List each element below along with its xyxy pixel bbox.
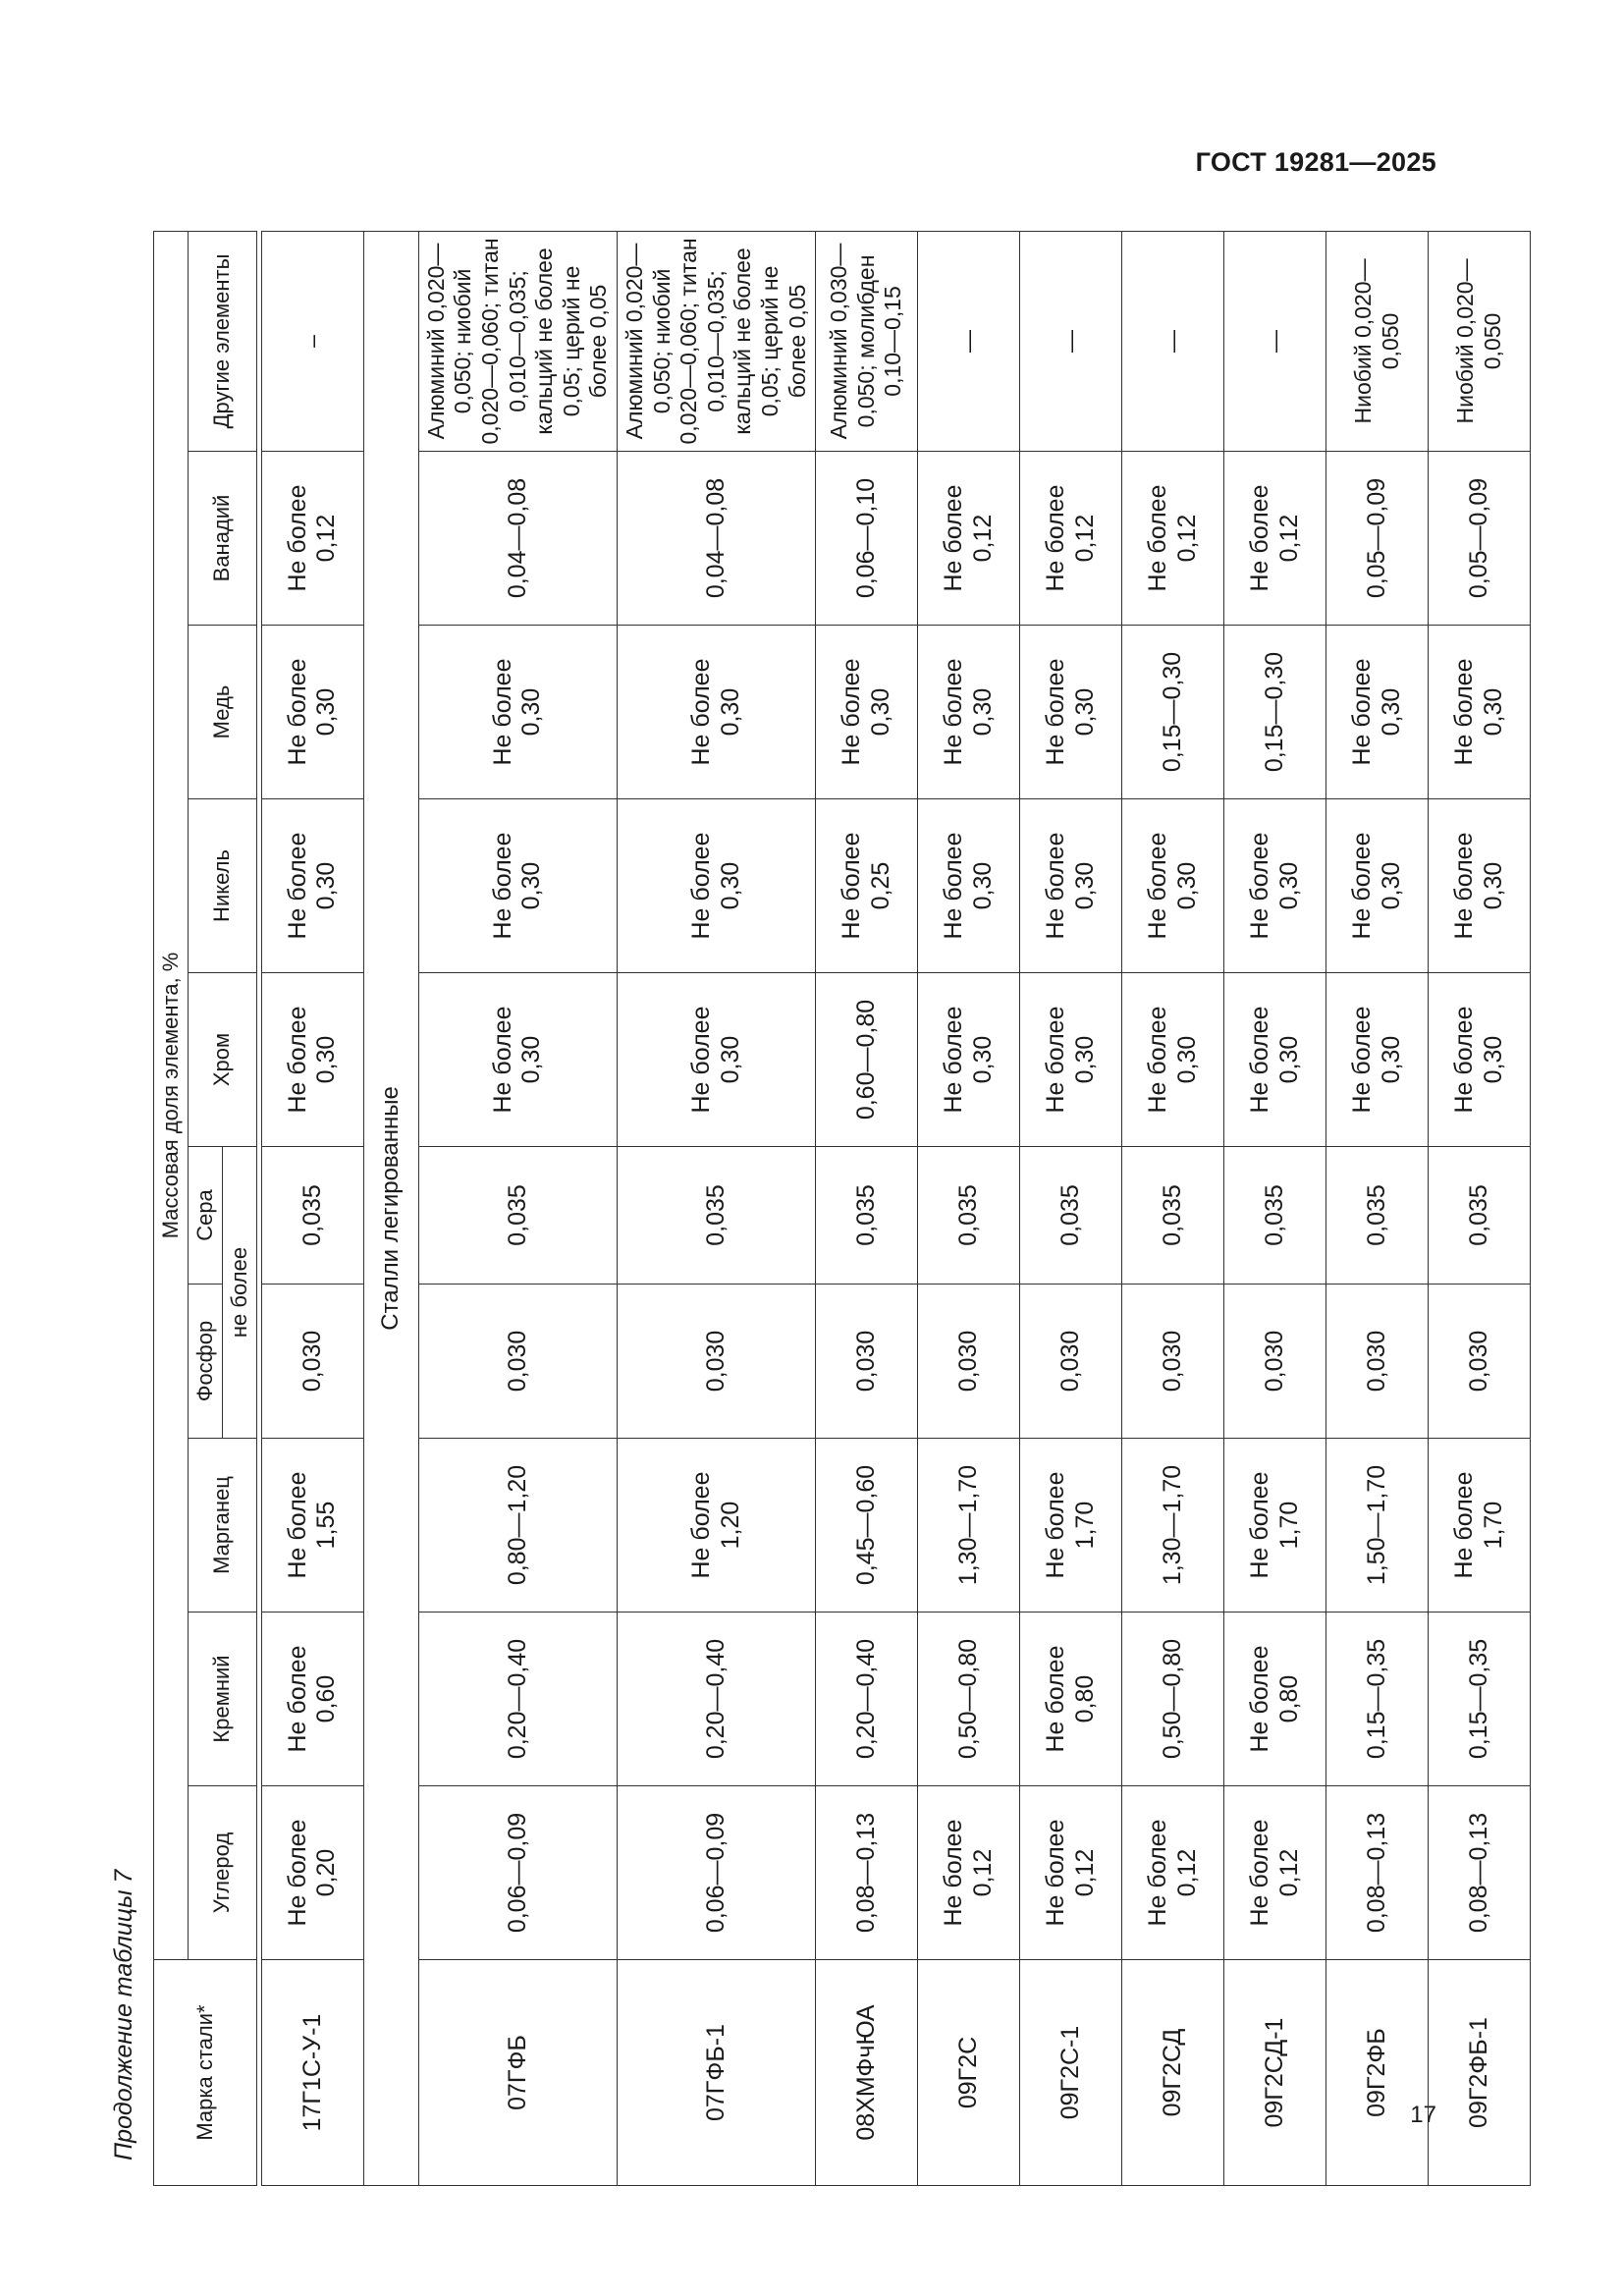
cell-sulfur: 0,035	[418, 1147, 617, 1285]
table-row	[618, 231, 816, 2185]
composition-table	[153, 231, 1531, 2186]
cell-other-elements: —	[918, 231, 1020, 451]
cell-vanadium: 0,05—0,09	[1326, 452, 1429, 626]
cell-steel-grade: 17Г1С-У-1	[261, 1960, 363, 2186]
cell-sulfur: 0,035	[1224, 1147, 1326, 1285]
cell-chromium: Не более 0,30	[618, 973, 816, 1147]
cell-manganese: 1,30—1,70	[918, 1439, 1020, 1613]
cell-vanadium: Не более 0,12	[261, 452, 363, 626]
cell-nickel: Не более 0,30	[1429, 799, 1531, 973]
cell-manganese: 1,30—1,70	[1122, 1439, 1224, 1613]
cell-steel-grade: 09Г2СД	[1122, 1960, 1224, 2186]
cell-copper: Не более 0,30	[1429, 626, 1531, 799]
cell-sulfur: 0,035	[816, 1147, 918, 1285]
cell-carbon: Не более 0,12	[1122, 1786, 1224, 1960]
cell-carbon: 0,08—0,13	[1429, 1786, 1531, 1960]
cell-copper: Не более 0,30	[816, 626, 918, 799]
cell-steel-grade: 09Г2СД-1	[1224, 1960, 1326, 2186]
rotated-table-container	[153, 232, 1507, 2186]
cell-phosphorus: 0,030	[1326, 1285, 1429, 1439]
cell-phosphorus: 0,030	[261, 1285, 363, 1439]
cell-carbon: Не более 0,20	[261, 1786, 363, 1960]
cell-nickel: Не более 0,30	[1020, 799, 1122, 973]
header-phosphorus: Фосфор	[188, 1285, 222, 1439]
cell-chromium: Не более 0,30	[261, 973, 363, 1147]
cell-sulfur: 0,035	[1429, 1147, 1531, 1285]
header-sulfur: Сера	[188, 1147, 222, 1285]
cell-carbon: 0,06—0,09	[618, 1786, 816, 1960]
cell-steel-grade: 09Г2ФБ-1	[1429, 1960, 1531, 2186]
cell-other-elements: Ниобий 0,020—0,050	[1429, 231, 1531, 451]
cell-vanadium: 0,06—0,10	[816, 452, 918, 626]
cell-silicon: 0,20—0,40	[418, 1613, 617, 1786]
cell-other-elements: —	[1224, 231, 1326, 451]
cell-phosphorus: 0,030	[1224, 1285, 1326, 1439]
cell-chromium: Не более 0,30	[1429, 973, 1531, 1147]
cell-carbon: 0,06—0,09	[418, 1786, 617, 1960]
cell-copper: Не более 0,30	[1326, 626, 1429, 799]
cell-nickel: Не более 0,30	[418, 799, 617, 973]
cell-chromium: Не более 0,30	[1122, 973, 1224, 1147]
cell-chromium: 0,60—0,80	[816, 973, 918, 1147]
page-number: 17	[1410, 2102, 1436, 2128]
cell-sulfur: 0,035	[618, 1147, 816, 1285]
table-row	[816, 231, 918, 2185]
group-alloyed-label: Сталли легированные	[363, 231, 418, 2185]
cell-manganese: 1,50—1,70	[1326, 1439, 1429, 1613]
cell-nickel: Не более 0,30	[1224, 799, 1326, 973]
table-row	[1224, 231, 1326, 2185]
header-silicon: Кремний	[188, 1613, 256, 1786]
cell-silicon: 0,20—0,40	[816, 1613, 918, 1786]
header-vanadium: Ванадий	[188, 452, 256, 626]
cell-manganese: Не более 1,70	[1429, 1439, 1531, 1613]
cell-vanadium: 0,05—0,09	[1429, 452, 1531, 626]
cell-vanadium: Не более 0,12	[1224, 452, 1326, 626]
cell-nickel: Не более 0,30	[918, 799, 1020, 973]
cell-sulfur: 0,035	[1122, 1147, 1224, 1285]
document-code: ГОСТ 19281—2025	[1195, 147, 1436, 177]
cell-copper: Не более 0,30	[618, 626, 816, 799]
header-copper: Медь	[188, 626, 256, 799]
cell-nickel: Не более 0,30	[1122, 799, 1224, 973]
cell-sulfur: 0,035	[1326, 1147, 1429, 1285]
cell-other-elements: —	[1122, 231, 1224, 451]
cell-phosphorus: 0,030	[418, 1285, 617, 1439]
cell-steel-grade: 07ГФБ-1	[618, 1960, 816, 2186]
cell-phosphorus: 0,030	[1020, 1285, 1122, 1439]
cell-silicon: 0,15—0,35	[1429, 1613, 1531, 1786]
cell-copper: 0,15—0,30	[1224, 626, 1326, 799]
cell-manganese: 0,45—0,60	[816, 1439, 918, 1613]
cell-vanadium: 0,04—0,08	[618, 452, 816, 626]
cell-steel-grade: 09Г2С	[918, 1960, 1020, 2186]
table-row	[918, 231, 1020, 2185]
cell-phosphorus: 0,030	[918, 1285, 1020, 1439]
cell-phosphorus: 0,030	[1122, 1285, 1224, 1439]
header-steel-grade: Марка стали*	[154, 1960, 257, 2186]
cell-chromium: Не более 0,30	[1326, 973, 1429, 1147]
cell-chromium: Не более 0,30	[418, 973, 617, 1147]
cell-carbon: 0,08—0,13	[816, 1786, 918, 1960]
cell-other-elements: Алюминий 0,030—0,050; молибден 0,10—0,15	[816, 231, 918, 451]
cell-phosphorus: 0,030	[618, 1285, 816, 1439]
header-manganese: Марганец	[188, 1439, 256, 1613]
cell-silicon: Не более 0,60	[261, 1613, 363, 1786]
cell-other-elements: –	[261, 231, 363, 451]
cell-copper: Не более 0,30	[918, 626, 1020, 799]
cell-manganese: 0,80—1,20	[418, 1439, 617, 1613]
cell-sulfur: 0,035	[1020, 1147, 1122, 1285]
cell-nickel: Не более 0,30	[1326, 799, 1429, 973]
cell-carbon: Не более 0,12	[1224, 1786, 1326, 1960]
cell-phosphorus: 0,030	[816, 1285, 918, 1439]
table-row	[1122, 231, 1224, 2185]
table-caption: Продолжение таблицы 7	[110, 1869, 137, 2160]
cell-nickel: Не более 0,25	[816, 799, 918, 973]
cell-vanadium: Не более 0,12	[1020, 452, 1122, 626]
cell-manganese: Не более 1,70	[1224, 1439, 1326, 1613]
cell-manganese: Не более 1,55	[261, 1439, 363, 1613]
cell-chromium: Не более 0,30	[1224, 973, 1326, 1147]
cell-sulfur: 0,035	[261, 1147, 363, 1285]
group-row	[363, 231, 418, 2185]
cell-steel-grade: 09Г2С-1	[1020, 1960, 1122, 2186]
cell-copper: Не более 0,30	[418, 626, 617, 799]
cell-nickel: Не более 0,30	[618, 799, 816, 973]
table-row	[1326, 231, 1429, 2185]
cell-steel-grade: 09Г2ФБ	[1326, 1960, 1429, 2186]
cell-steel-grade: 07ГФБ	[418, 1960, 617, 2186]
table-row	[261, 231, 363, 2185]
cell-steel-grade: 08ХМФчЮА	[816, 1960, 918, 2186]
cell-other-elements: Алюминий 0,020—0,050; ниобий 0,020—0,060; титан 0,010—0,035; кальций не более 0,05; церий не более 0,05	[418, 231, 617, 451]
header-nickel: Никель	[188, 799, 256, 973]
cell-silicon: 0,50—0,80	[918, 1613, 1020, 1786]
cell-silicon: 0,50—0,80	[1122, 1613, 1224, 1786]
cell-silicon: 0,20—0,40	[618, 1613, 816, 1786]
header-carbon: Углерод	[188, 1786, 256, 1960]
cell-copper: Не более 0,30	[1020, 626, 1122, 799]
cell-silicon: Не более 0,80	[1020, 1613, 1122, 1786]
cell-phosphorus: 0,030	[1429, 1285, 1531, 1439]
cell-other-elements: Алюминий 0,020—0,050; ниобий 0,020—0,060; титан 0,010—0,035; кальций не более 0,05; церий не более 0,05	[618, 231, 816, 451]
cell-vanadium: 0,04—0,08	[418, 452, 617, 626]
table-row	[418, 231, 617, 2185]
table-row	[1429, 231, 1531, 2185]
cell-copper: Не более 0,30	[261, 626, 363, 799]
cell-other-elements: Ниобий 0,020—0,050	[1326, 231, 1429, 451]
cell-copper: 0,15—0,30	[1122, 626, 1224, 799]
cell-other-elements: —	[1020, 231, 1122, 451]
cell-carbon: 0,08—0,13	[1326, 1786, 1429, 1960]
header-ps-limit-note: не более	[222, 1147, 256, 1439]
cell-silicon: Не более 0,80	[1224, 1613, 1326, 1786]
cell-sulfur: 0,035	[918, 1147, 1020, 1285]
cell-chromium: Не более 0,30	[918, 973, 1020, 1147]
cell-chromium: Не более 0,30	[1020, 973, 1122, 1147]
header-mass-fraction: Массовая доля элемента, %	[154, 231, 189, 1959]
header-other-elements: Другие элементы	[188, 231, 256, 451]
cell-carbon: Не более 0,12	[918, 1786, 1020, 1960]
cell-silicon: 0,15—0,35	[1326, 1613, 1429, 1786]
cell-vanadium: Не более 0,12	[918, 452, 1020, 626]
cell-vanadium: Не более 0,12	[1122, 452, 1224, 626]
cell-manganese: Не более 1,20	[618, 1439, 816, 1613]
cell-nickel: Не более 0,30	[261, 799, 363, 973]
cell-manganese: Не более 1,70	[1020, 1439, 1122, 1613]
cell-carbon: Не более 0,12	[1020, 1786, 1122, 1960]
header-chromium: Хром	[188, 973, 256, 1147]
table-row	[1020, 231, 1122, 2185]
